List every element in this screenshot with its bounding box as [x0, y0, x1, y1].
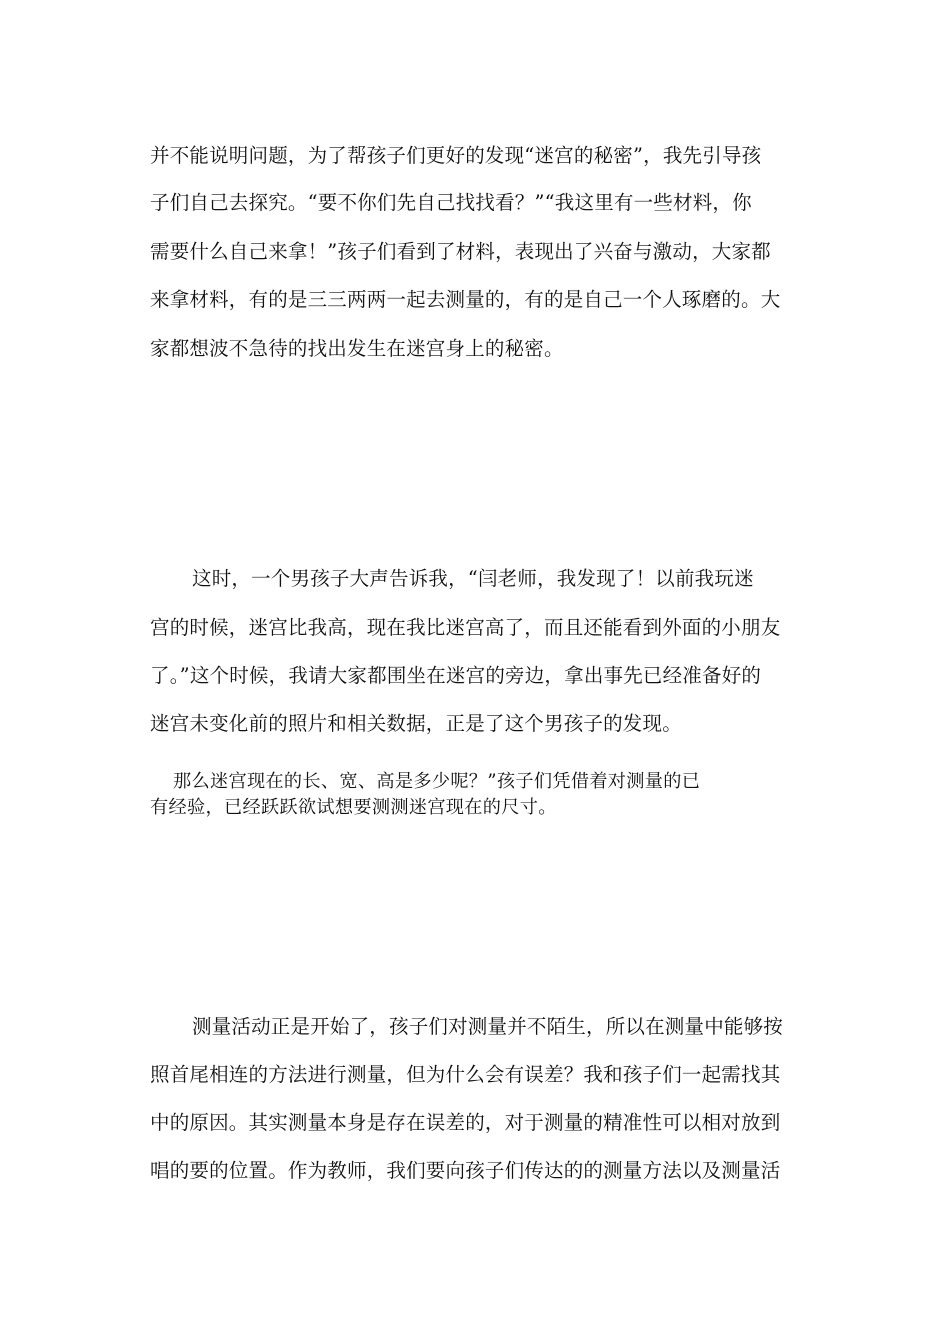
- paragraph-1-line-2: 子们自己去探究。“要不你们先自己找找看？”“我这里有一些材料，你: [150, 191, 752, 214]
- paragraph-4-line-4: 唱的要的位置。作为教师，我们要向孩子们传达的的测量方法以及测量活: [150, 1159, 781, 1182]
- paragraph-1-line-1: 并不能说明问题，为了帮孩子们更好的发现“迷宫的秘密”，我先引导孩: [150, 144, 762, 167]
- paragraph-1-line-3: 需要什么自己来拿！”孩子们看到了材料，表现出了兴奋与激动，大家都: [150, 240, 771, 263]
- paragraph-2-line-1: 这时，一个男孩子大声告诉我，“闫老师，我发现了！以前我玩迷: [192, 567, 754, 590]
- paragraph-4-line-3: 中的原因。其实测量本身是存在误差的，对于测量的精准性可以相对放到: [150, 1111, 781, 1134]
- paragraph-3-line-1: 那么迷宫现在的长、宽、高是多少呢？”孩子们凭借着对测量的已: [173, 771, 701, 792]
- paragraph-4-line-1: 测量活动正是开始了，孩子们对测量并不陌生，所以在测量中能够按: [192, 1015, 784, 1038]
- paragraph-4-line-2: 照首尾相连的方法进行测量，但为什么会有误差？我和孩子们一起需找其: [150, 1063, 781, 1086]
- paragraph-1-line-4: 来拿材料，有的是三三两两一起去测量的，有的是自己一个人琢磨的。大: [150, 288, 781, 311]
- paragraph-3-line-2: 有经验，已经跃跃欲试想要测测迷宫现在的尺寸。: [150, 797, 557, 818]
- paragraph-2-line-4: 迷宫未变化前的照片和相关数据，正是了这个男孩子的发现。: [150, 712, 682, 735]
- paragraph-2-line-2: 宫的时候，迷宫比我高，现在我比迷宫高了，而且还能看到外面的小朋友: [150, 616, 781, 639]
- paragraph-1-line-5: 家都想波不急待的找出发生在迷宫身上的秘密。: [150, 337, 564, 360]
- paragraph-2-line-3: 了。”这个时候，我请大家都围坐在迷宫的旁边，拿出事先已经准备好的: [150, 664, 762, 687]
